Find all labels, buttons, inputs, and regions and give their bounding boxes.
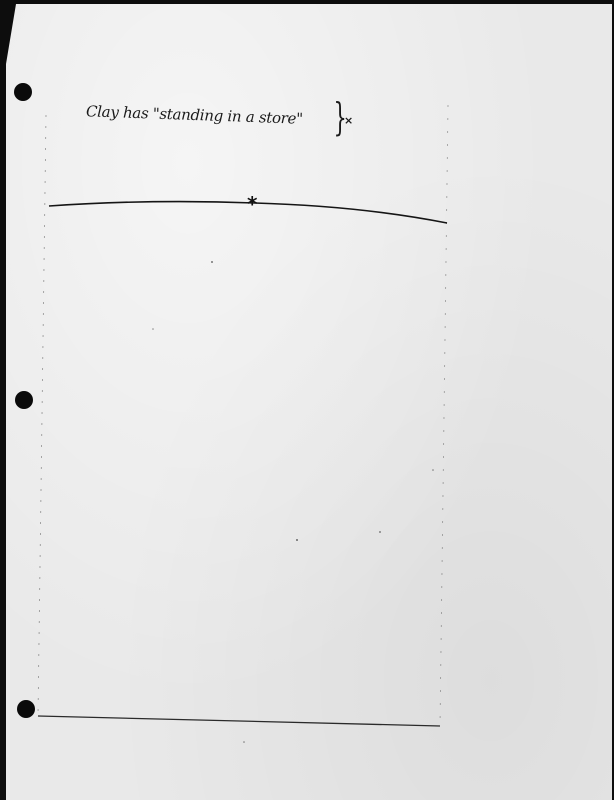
brace-glyph: } bbox=[333, 95, 347, 139]
speck bbox=[211, 261, 213, 263]
handwritten-note: Clay has "standing in a store" bbox=[85, 102, 304, 128]
divider-mark: * bbox=[247, 192, 258, 216]
speck bbox=[432, 469, 434, 471]
frame-left-edge bbox=[38, 115, 46, 716]
speck bbox=[296, 539, 298, 541]
speck bbox=[243, 741, 245, 743]
speck bbox=[152, 328, 154, 330]
brace-mark: × bbox=[344, 114, 354, 127]
speck bbox=[379, 531, 381, 533]
frame-right-edge bbox=[440, 105, 448, 726]
frame-bottom-edge bbox=[38, 716, 440, 726]
